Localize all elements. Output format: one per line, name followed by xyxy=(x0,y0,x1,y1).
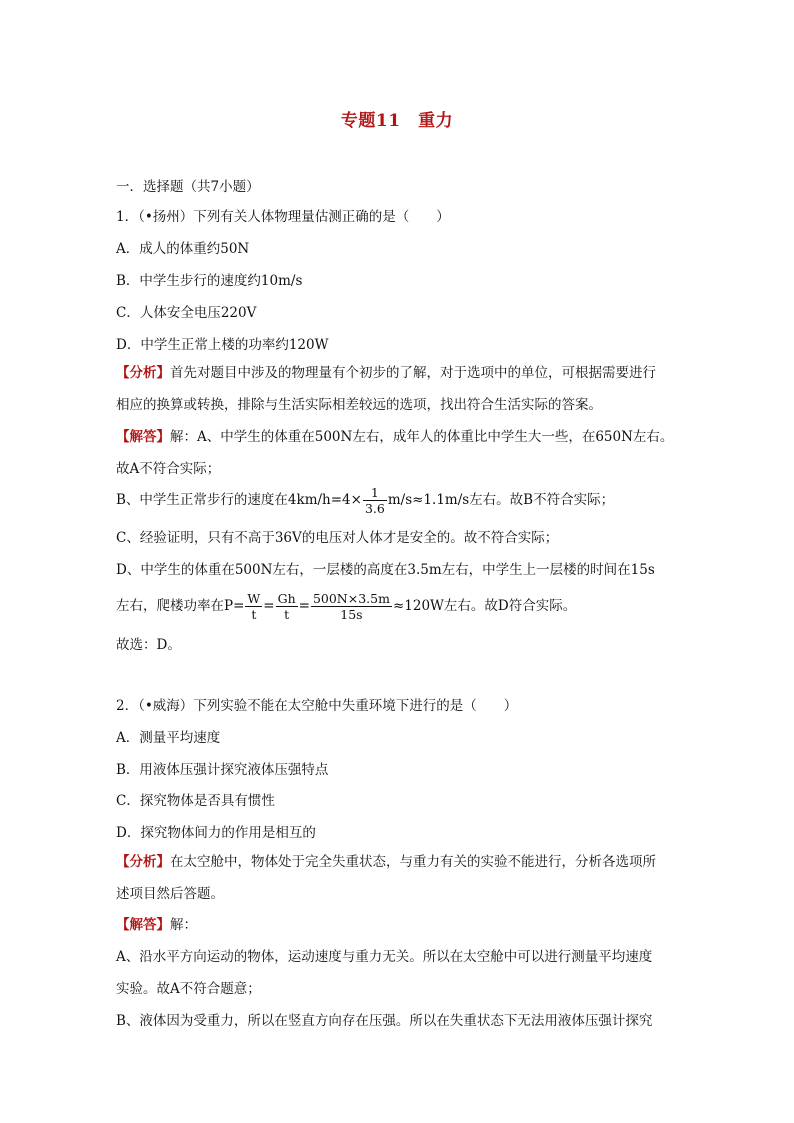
fraction-numerator: 500N×3.5m xyxy=(312,591,390,606)
equals-sign: = xyxy=(263,598,275,614)
page-title: 专题11 重力 xyxy=(340,111,454,131)
equals-sign: = xyxy=(298,598,310,614)
fraction-gh-over-t xyxy=(276,591,298,622)
question-1-answer xyxy=(116,428,673,446)
question-1-stem: 1．（•扬州）下列有关人体物理量估测正确的是（ ） xyxy=(116,209,450,225)
question-1-result: 故选：D。 xyxy=(116,637,181,653)
fraction-numerator: 1 xyxy=(363,485,387,501)
answer-intro: 解： xyxy=(170,917,197,933)
fraction-denominator: t xyxy=(251,607,257,622)
question-2-answer xyxy=(116,916,197,934)
answer-label: 【解答】 xyxy=(116,429,170,445)
answer-d-line-2 xyxy=(116,591,576,622)
fraction-denominator: 3.6 xyxy=(364,501,385,516)
question-2-answer-a-2: 实验。故A不符合题意； xyxy=(116,981,261,997)
question-2-option-c: C．探究物体是否具有惯性 xyxy=(116,793,275,809)
question-2-stem: 2．（•威海）下列实验不能在太空舱中失重环境下进行的是（ ） xyxy=(116,698,518,714)
question-2-option-a: A．测量平均速度 xyxy=(116,730,221,746)
question-2-answer-a-1: A、沿水平方向运动的物体，运动速度与重力无关。所以在太空舱中可以进行测量平均速度 xyxy=(116,949,653,965)
answer-a-line-1: 解：A、中学生的体重在500N左右，成年人的体重比中学生大一些，在650N左右。 xyxy=(170,429,674,445)
analysis-label: 【分析】 xyxy=(116,854,170,870)
fraction-denominator: t xyxy=(284,607,290,622)
question-1-option-b: B．中学生步行的速度约10m/s xyxy=(116,273,303,289)
question-2-analysis xyxy=(116,853,656,871)
question-1-option-c: C．人体安全电压220V xyxy=(116,305,257,321)
question-1-option-a: A．成人的体重约50N xyxy=(116,241,250,257)
fraction-numerator: W xyxy=(247,591,261,606)
fraction-power-calc xyxy=(311,591,392,622)
answer-d-suffix: ≈120W左右。故D符合实际。 xyxy=(392,598,577,614)
fraction-numerator: Gh xyxy=(277,591,296,606)
fraction-1-over-3-6 xyxy=(363,485,387,516)
question-2-option-b: B．用液体压强计探究液体压强特点 xyxy=(116,762,329,778)
answer-d-prefix: 左右，爬楼功率在P= xyxy=(116,598,245,614)
question-1-analysis xyxy=(116,364,656,382)
question-2-answer-b-1: B、液体因为受重力，所以在竖直方向存在压强。所以在失重状态下无法用液体压强计探究 xyxy=(116,1013,653,1029)
fraction-denominator: 15s xyxy=(340,607,363,622)
answer-label: 【解答】 xyxy=(116,917,170,933)
answer-d-line-1: D、中学生的体重在500N左右，一层楼的高度在3.5m左右，中学生上一层楼的时间在15s xyxy=(116,562,655,578)
question-1-option-d: D．中学生正常上楼的功率约120W xyxy=(116,337,329,353)
answer-b-line xyxy=(116,485,614,516)
question-2-option-d: D．探究物体间力的作用是相互的 xyxy=(116,825,316,841)
answer-b-prefix: B、中学生正常步行的速度在4km/h=4× xyxy=(116,492,362,508)
answer-a-line-2: 故A不符合实际； xyxy=(116,461,221,477)
question-2-analysis-cont: 述项目然后答题。 xyxy=(116,886,224,902)
analysis-text-1: 在太空舱中，物体处于完全失重状态，与重力有关的实验不能进行，分析各选项所 xyxy=(170,854,656,870)
fraction-w-over-t xyxy=(245,591,262,622)
question-1-analysis-cont: 相应的换算或转换，排除与生活实际相差较远的选项，找出符合生活实际的答案。 xyxy=(116,397,602,413)
analysis-label: 【分析】 xyxy=(116,365,170,381)
section-heading: 一．选择题（共7小题） xyxy=(116,179,260,195)
answer-c-line: C、经验证明，只有不高于36V的电压对人体才是安全的。故不符合实际； xyxy=(116,530,559,546)
analysis-text-1: 首先对题目中涉及的物理量有个初步的了解，对于选项中的单位，可根据需要进行 xyxy=(170,365,656,381)
answer-b-suffix: m/s≈1.1m/s左右。故B不符合实际； xyxy=(387,492,615,508)
